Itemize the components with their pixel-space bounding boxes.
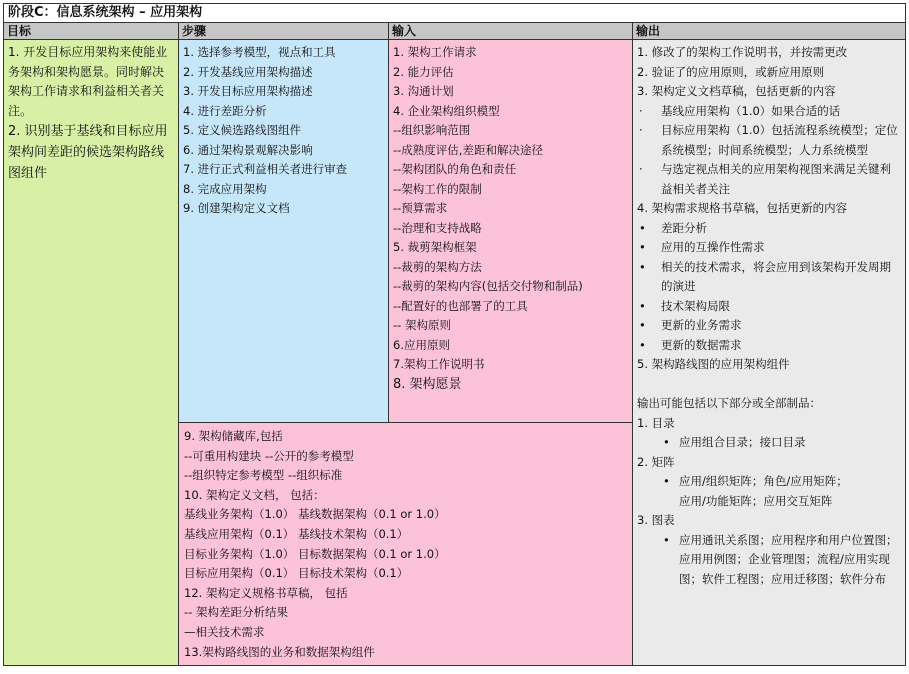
artifact-group: 1. 目录	[637, 415, 675, 430]
bullet-icon: ·	[639, 103, 643, 118]
bullet-icon: •	[639, 318, 646, 332]
step-item: 3. 开发目标应用架构描述	[183, 84, 313, 98]
output-bullet-text: 更新的数据需求	[661, 337, 742, 352]
output-bullet-text: 基线应用架构（1.0）如果合适的话	[661, 103, 841, 118]
input-item: 3. 沟通计划	[393, 84, 454, 98]
inputs-cell	[388, 39, 633, 423]
input-item: 12. 架构定义规格书草稿， 包括	[184, 585, 348, 600]
input-item: --预算需求	[393, 201, 448, 215]
output-bullet	[637, 316, 901, 336]
bullet-icon: ·	[639, 123, 643, 137]
artifact-bullet	[637, 472, 901, 492]
output-bullet	[637, 297, 901, 317]
input-item: 7.架构工作说明书	[393, 357, 485, 371]
bullet-icon: •	[663, 435, 670, 449]
input-item: --架构团队的角色和责任	[393, 162, 517, 176]
bullet-icon: •	[639, 259, 646, 274]
artifact-text: 应用组合目录；接口目录	[679, 435, 806, 449]
lower-inputs-cell	[178, 422, 633, 666]
outputs-cell	[632, 39, 906, 666]
input-item: -- 架构原则	[393, 318, 451, 332]
output-bullet	[637, 238, 901, 258]
artifact-bullet	[637, 433, 901, 453]
input-item: -- 架构差距分析结果	[184, 605, 288, 620]
input-item: 4. 企业架构组织模型	[393, 103, 500, 118]
output-bullet-text: 技术架构局限	[661, 298, 730, 313]
input-item: 目标应用架构（0.1） 目标技术架构（0.1）	[184, 566, 409, 581]
input-item: --可重用构建块 --公开的参考模型	[184, 448, 354, 463]
output-bullet-text: 应用的互操作性需求	[661, 240, 765, 254]
output-item: 5. 架构路线图的应用架构组件	[637, 357, 790, 371]
artifact-text: 应用/组织矩阵；角色/应用矩阵；	[679, 474, 848, 488]
goal-item: 1. 开发目标应用架构来使能业务架构和架构愿景。同时解决架构工作请求和利益相关者关注。	[8, 45, 168, 118]
output-item: 4. 架构需求规格书草稿，包括更新的内容	[637, 201, 848, 215]
output-bullet	[637, 219, 901, 239]
output-bullet	[637, 336, 901, 356]
output-bullet-text: 差距分析	[661, 220, 707, 235]
header-outputs: 输出	[632, 22, 906, 40]
bullet-icon: •	[639, 220, 646, 235]
output-bullet-text: 目标应用架构（1.0）包括流程系统模型；定位系统模型；时间系统模型；人力系统模型	[661, 123, 898, 157]
bullet-icon: •	[639, 298, 646, 313]
input-item: 13.架构路线图的业务和数据架构组件	[184, 644, 375, 659]
input-item: 基线业务架构（1.0） 基线数据架构（0.1 or 1.0）	[184, 507, 446, 522]
input-item: 10. 架构定义文档， 包括：	[184, 487, 325, 502]
step-item: 1. 选择参考模型，视点和工具	[183, 45, 336, 59]
output-item: 2. 验证了的应用原则，或新应用原则	[637, 64, 825, 79]
output-item: 3. 架构定义文档草稿，包括更新的内容	[637, 84, 836, 98]
goals-cell	[3, 39, 179, 666]
spacer	[637, 375, 901, 395]
input-item: --组织影响范围	[393, 123, 471, 137]
output-bullet-text: 相关的技术需求，将会应用到该架构开发周期的演进	[661, 259, 891, 293]
goal-item: 2. 识别基于基线和目标应用架构间差距的候选架构路线图组件	[8, 124, 168, 181]
artifact-text-cont: 应用/功能矩阵；应用交互矩阵	[679, 493, 833, 508]
page-title: 阶段C：信息系统架构 – 应用架构	[3, 3, 906, 23]
step-item: 7. 进行正式利益相关者进行审查	[183, 162, 348, 176]
output-bullet	[637, 121, 901, 160]
step-item: 6. 通过架构景观解决影响	[183, 142, 313, 157]
step-item: 8. 完成应用架构	[183, 181, 267, 196]
input-item: 1. 架构工作请求	[393, 45, 477, 59]
output-bullet	[637, 102, 901, 122]
output-bullet	[637, 258, 901, 297]
input-item: 目标业务架构（1.0） 目标数据架构（0.1 or 1.0）	[184, 546, 446, 561]
output-bullet-text: 与选定视点相关的应用架构视图来满足关键利益相关者关注	[661, 162, 891, 196]
input-item: 5. 裁剪架构框架	[393, 240, 477, 254]
artifact-text: 应用通讯关系图；应用程序和用户位置图；应用用例图；企业管理图；流程/应用实现图；软件工程图；应用迁移图；软件分布	[679, 532, 898, 586]
bullet-icon: •	[663, 532, 670, 547]
step-item: 9. 创建架构定义文档	[183, 201, 290, 215]
step-item: 2. 开发基线应用架构描述	[183, 64, 313, 79]
step-item: 5. 定义候选路线图组件	[183, 123, 302, 137]
artifact-group: 2. 矩阵	[637, 454, 675, 469]
input-item: --治理和支持战略	[393, 220, 482, 235]
header-steps: 步骤	[178, 22, 389, 40]
input-item: --裁剪的架构内容(包括交付物和制品)	[393, 279, 583, 293]
bullet-icon: •	[639, 337, 646, 352]
header-inputs: 输入	[388, 22, 633, 40]
steps-cell	[178, 39, 389, 423]
output-item: 1. 修改了的架构工作说明书，并按需更改	[637, 45, 848, 59]
input-item: 9. 架构储藏库,包括	[184, 429, 283, 443]
header-goal: 目标	[3, 22, 179, 40]
artifact-group: 3. 图表	[637, 513, 675, 527]
bullet-icon: •	[639, 240, 646, 254]
input-item: 8. 架构愿景	[393, 376, 462, 392]
artifact-bullet	[637, 531, 901, 590]
output-bullet-text: 更新的业务需求	[661, 318, 742, 332]
input-item: --配置好的也部署了的工具	[393, 298, 528, 313]
bullet-icon: •	[663, 474, 670, 488]
bullet-icon: ·	[639, 162, 643, 176]
input-item: --裁剪的架构方法	[393, 259, 482, 274]
input-item: --组织特定参考模型 --组织标准	[184, 468, 343, 483]
input-item: 2. 能力评估	[393, 64, 454, 79]
input-item: --架构工作的限制	[393, 181, 482, 196]
step-item: 4. 进行差距分析	[183, 103, 267, 118]
output-intro: 输出可能包括以下部分或全部制品：	[637, 396, 821, 410]
output-bullet	[637, 160, 901, 199]
input-item: —相关技术需求	[184, 624, 265, 639]
input-item: --成熟度评估,差距和解决途径	[393, 142, 543, 157]
input-item: 基线应用架构（0.1） 基线技术架构（0.1）	[184, 526, 409, 541]
input-item: 6.应用原则	[393, 337, 450, 352]
